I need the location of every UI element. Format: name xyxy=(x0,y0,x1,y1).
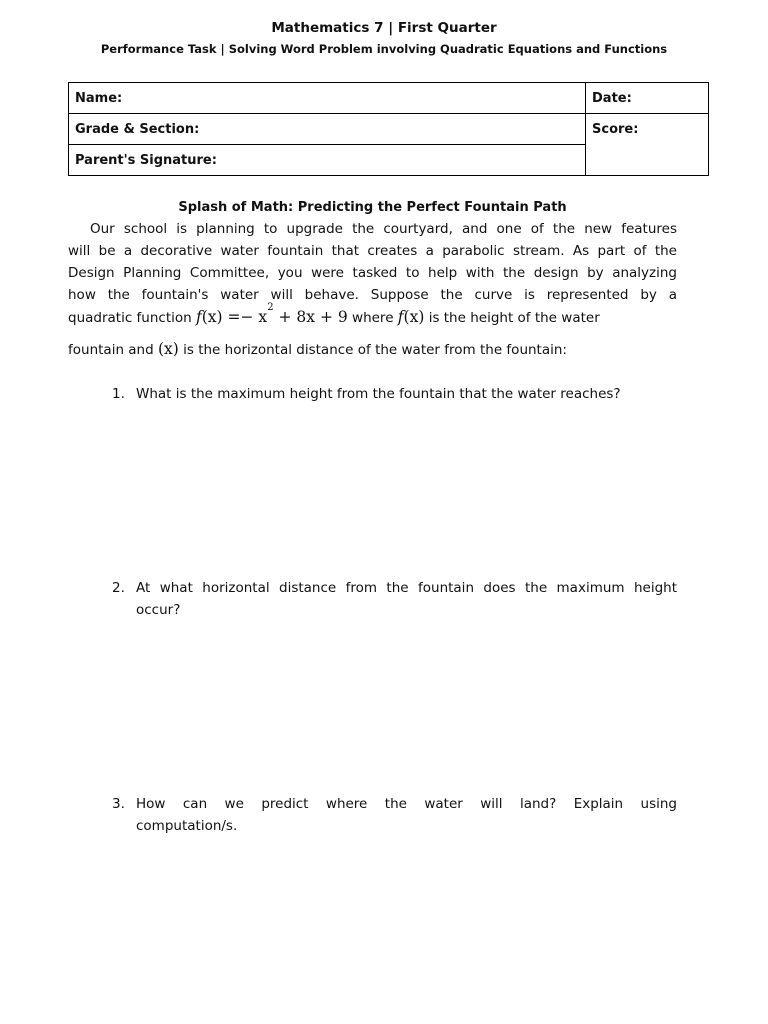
date-label: Date: xyxy=(592,90,632,106)
score-label: Score: xyxy=(592,122,639,137)
fn-exponent: 2 xyxy=(267,302,274,313)
fn-symbol: f xyxy=(196,308,202,326)
fn-symbol: f xyxy=(397,308,404,326)
function-line xyxy=(68,302,677,338)
paragraph-line: how the fountain's water will behave. Suppose the curve is represented by a xyxy=(68,287,677,303)
question-text: computation/s. xyxy=(136,818,238,834)
signature-label: Parent's Signature: xyxy=(75,152,217,168)
question-text: What is the maximum height from the fountain that the water reaches? xyxy=(136,386,621,402)
function-line-text: is the height of the water xyxy=(428,310,600,326)
task-title: Splash of Math: Predicting the Perfect Fountain Path xyxy=(178,200,567,215)
question-text: At what horizontal distance from the fountain does the maximum height xyxy=(136,580,677,596)
paragraph-line: will be a decorative water fountain that creates a parabolic stream. As part of the xyxy=(68,243,677,259)
paragraph-line: Design Planning Committee, you were tasked to help with the design by analyzing xyxy=(68,265,677,281)
document-subtitle: Performance Task | Solving Word Problem involving Quadratic Equations and Functions xyxy=(100,42,668,56)
name-label: Name: xyxy=(75,90,123,106)
variable-symbol: (x) xyxy=(157,340,179,358)
fn-arg: (x) xyxy=(201,308,223,326)
function-line-text: where xyxy=(352,310,394,326)
document-title: Mathematics 7 | First Quarter xyxy=(271,20,497,36)
function-symbol xyxy=(398,308,425,326)
student-info-table xyxy=(68,82,709,176)
task-paragraph xyxy=(68,218,677,306)
question-number: 2. xyxy=(112,580,125,596)
question-text: occur? xyxy=(136,602,181,618)
score-field[interactable] xyxy=(586,114,709,176)
fn-rhs: =− x xyxy=(227,308,268,326)
fn-rest: + 8x + 9 xyxy=(278,308,348,326)
grade-section-field[interactable] xyxy=(69,114,586,145)
function-line-text: fountain and xyxy=(68,342,154,358)
question-text: How can we predict where the water will land? Explain using xyxy=(136,796,677,812)
paragraph-line: Our school is planning to upgrade the courtyard, and one of the new features xyxy=(90,221,677,237)
function-expression xyxy=(196,302,348,326)
question-number: 1. xyxy=(112,386,125,402)
signature-field[interactable] xyxy=(69,145,586,176)
function-line-2 xyxy=(68,340,567,358)
function-line-text: is the horizontal distance of the water from the fountain: xyxy=(183,342,567,358)
grade-section-label: Grade & Section: xyxy=(75,121,200,137)
question-number: 3. xyxy=(112,796,125,812)
fn-arg: (x) xyxy=(403,308,425,326)
function-line-text: quadratic function xyxy=(68,310,192,326)
date-field[interactable] xyxy=(586,83,709,114)
name-field[interactable] xyxy=(69,83,586,114)
